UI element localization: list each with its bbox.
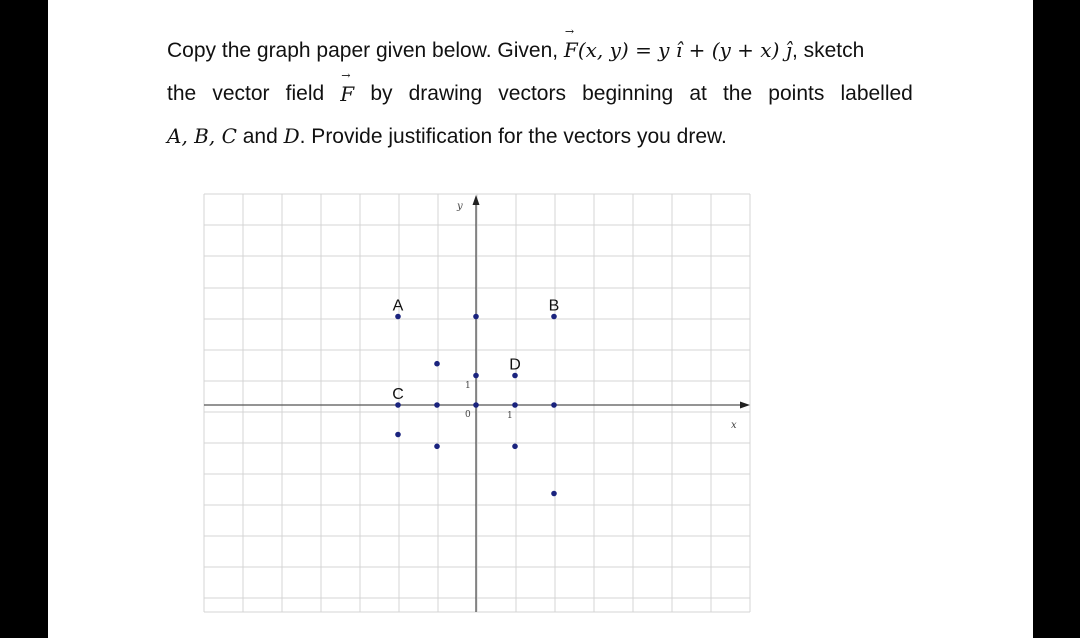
grid-dot xyxy=(473,402,479,408)
grid-dot xyxy=(512,444,518,450)
word: points xyxy=(768,82,825,105)
line1-end-text: , sketch xyxy=(791,39,865,62)
y-axis-label: y xyxy=(457,201,463,212)
grid-dot xyxy=(434,402,440,408)
point-a-label: A xyxy=(392,297,404,315)
grid-dot xyxy=(512,402,518,408)
vector-f-symbol: → F xyxy=(564,38,578,62)
word: vectors xyxy=(498,82,566,105)
y-axis-arrowhead xyxy=(473,195,480,205)
point-d-symbol: D xyxy=(283,124,300,148)
x-axis-arrowhead xyxy=(740,402,750,409)
word: beginning xyxy=(582,82,674,105)
and-text: and xyxy=(236,125,284,148)
point-c-label: C xyxy=(392,386,404,403)
grid-dot xyxy=(395,432,401,438)
origin-tick-label: 0 xyxy=(465,410,471,420)
grid-dot xyxy=(551,402,557,408)
point-b-dot xyxy=(551,314,557,320)
point-a-dot xyxy=(395,314,401,320)
word: the xyxy=(722,82,753,105)
word: labelled xyxy=(840,82,913,105)
x-tick-label-1: 1 xyxy=(507,411,513,421)
grid-dot xyxy=(434,444,440,450)
word: field xyxy=(285,82,325,105)
point-d-label: D xyxy=(509,356,521,374)
grid-dot xyxy=(434,361,440,367)
line3-rest-text: . Provide justification for the vectors you drew. xyxy=(299,125,727,148)
point-d-dot xyxy=(512,373,518,379)
word: by xyxy=(370,82,393,105)
word: vector xyxy=(212,82,270,105)
grid-dot xyxy=(551,491,557,497)
word: the xyxy=(167,82,197,105)
x-axis-label: x xyxy=(731,420,737,431)
points-list: A, B, C xyxy=(167,124,237,148)
field-definition: (x, y) = y î + (y + x) ĵ xyxy=(577,38,792,62)
grid-dot xyxy=(473,373,479,379)
grid-dot xyxy=(473,314,479,320)
word: drawing xyxy=(408,82,483,105)
word: at xyxy=(689,82,707,105)
intro-text: Copy the graph paper given below. Given, xyxy=(167,39,564,62)
y-tick-label-1: 1 xyxy=(465,381,471,391)
point-c-dot xyxy=(395,402,401,408)
vector-f-symbol: → F xyxy=(340,82,354,106)
point-b-label: B xyxy=(548,297,560,315)
